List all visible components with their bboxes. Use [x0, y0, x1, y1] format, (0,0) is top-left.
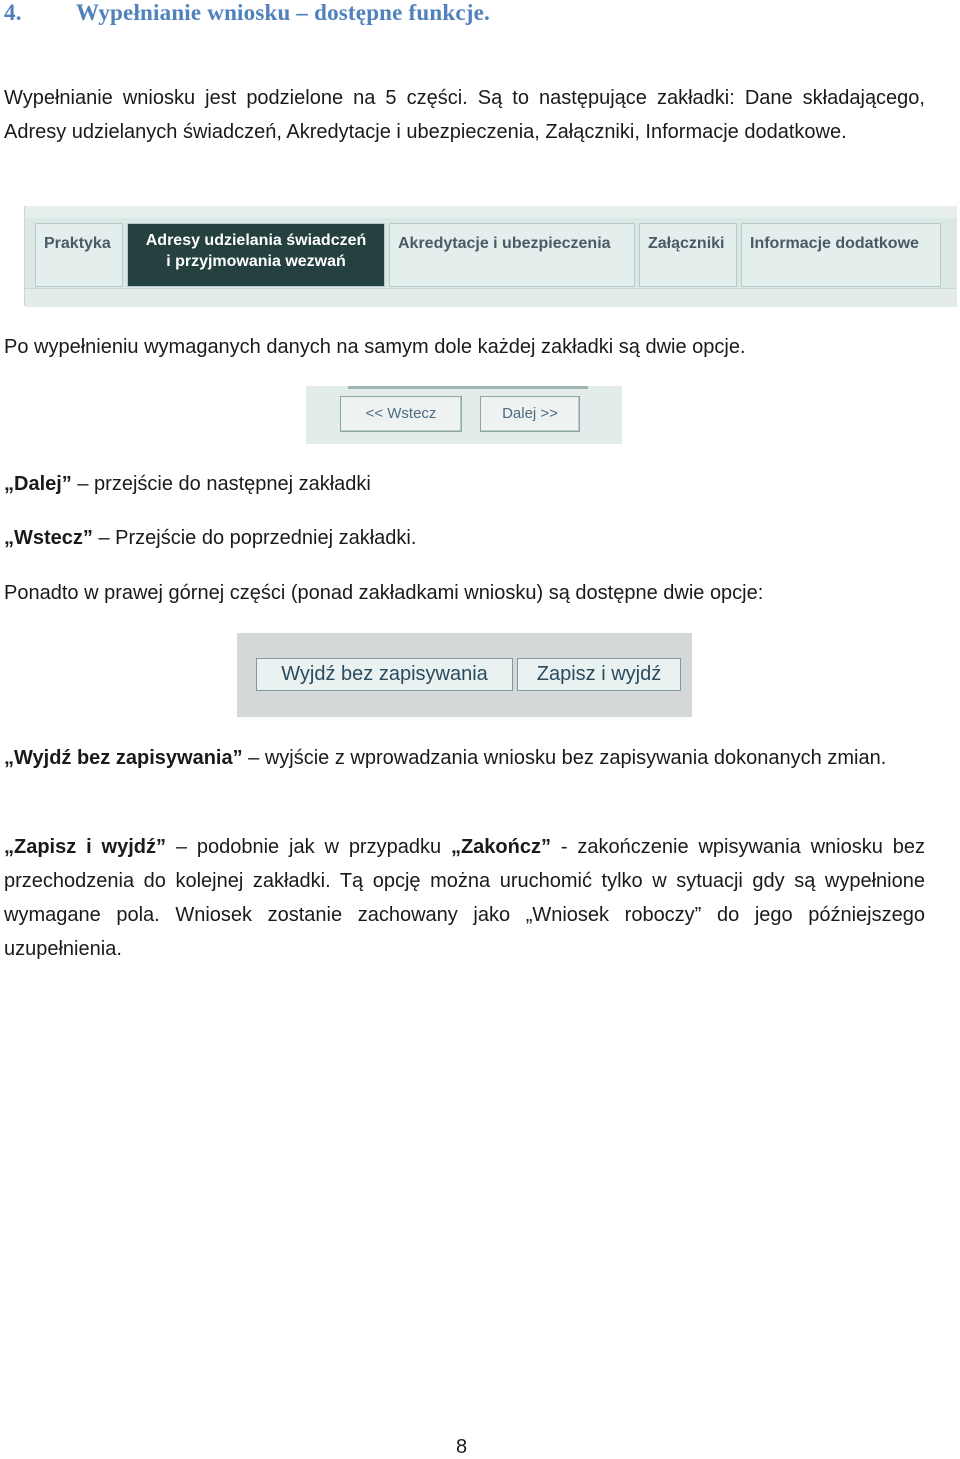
tab-zalaczniki[interactable]: Załączniki: [639, 223, 737, 287]
wyjdz-description: [4, 741, 925, 775]
wstecz-description: [4, 521, 925, 555]
wstecz-term: „Wstecz”: [4, 527, 93, 549]
section-title: Wypełnianie wniosku – dostępne funkcje.: [76, 0, 490, 25]
options-intro: Po wypełnieniu wymaganych danych na samym dole każdej zakładki są dwie opcje.: [4, 336, 746, 358]
zapisz-text-b: - zakończenie wpisywania wniosku bez przechodzenia do kolejnej zakładki. Tą opcję można uruchomić tylko w sytuacji gdy są wypełnione wymagane pola. Wniosek zostanie zachowany jako „Wniosek roboczy” do jego późniejszego uzupełnienia.: [4, 836, 925, 960]
nav-buttons-screenshot: [306, 386, 622, 444]
zapisz-description: [4, 830, 925, 966]
back-button[interactable]: << Wstecz: [340, 396, 462, 432]
tabstrip-content-edge: [25, 288, 957, 307]
wyjdz-text: – wyjście z wprowadzania wniosku bez zapisywania dokonanych zmian.: [242, 747, 887, 769]
save-buttons-screenshot: [237, 633, 692, 717]
top-options-intro: Ponadto w prawej górnej części (ponad zakładkami wniosku) są dostępne dwie opcje:: [4, 582, 764, 604]
wstecz-text: – Przejście do poprzedniej zakładki.: [92, 527, 417, 549]
page-number: 8: [456, 1436, 468, 1458]
exit-without-saving-button[interactable]: Wyjdź bez zapisywania: [256, 658, 513, 691]
section-number: 4.: [4, 0, 22, 25]
tabstrip-top-border: [25, 206, 957, 218]
tab-adresy-line2: i przyjmowania wezwań: [166, 253, 346, 270]
dalej-term: „Dalej”: [4, 473, 72, 495]
dalej-text: – przejście do następnej zakładki: [71, 473, 371, 495]
save-and-exit-button[interactable]: Zapisz i wyjdź: [517, 658, 681, 691]
dalej-description: [4, 467, 925, 501]
tab-adresy-line1: Adresy udzielania świadczeń: [145, 232, 367, 249]
tab-informacje[interactable]: Informacje dodatkowe: [741, 223, 941, 287]
zapisz-text-a: – podobnie jak w przypadku: [166, 836, 451, 858]
nav-divider: [348, 386, 588, 389]
intro-paragraph: Wypełnianie wniosku jest podzielone na 5 części. Są to następujące zakładki: Dane składającego, Adresy udzielanych świadczeń, Akredytacje i ubezpieczenia, Załączniki, Informacje dodatkowe.: [4, 87, 925, 143]
wyjdz-term: „Wyjdź bez zapisywania”: [4, 747, 243, 769]
tab-praktyka[interactable]: Praktyka: [35, 223, 123, 287]
tab-akredytacje[interactable]: Akredytacje i ubezpieczenia: [389, 223, 635, 287]
zapisz-term: „Zapisz i wyjdź”: [4, 836, 166, 858]
section-heading: [4, 0, 490, 26]
tab-bar: [35, 223, 945, 287]
next-button[interactable]: Dalej >>: [480, 396, 580, 432]
zakoncz-term: „Zakończ”: [450, 836, 551, 858]
tabs-screenshot: [24, 206, 957, 306]
tab-adresy[interactable]: [127, 223, 385, 287]
